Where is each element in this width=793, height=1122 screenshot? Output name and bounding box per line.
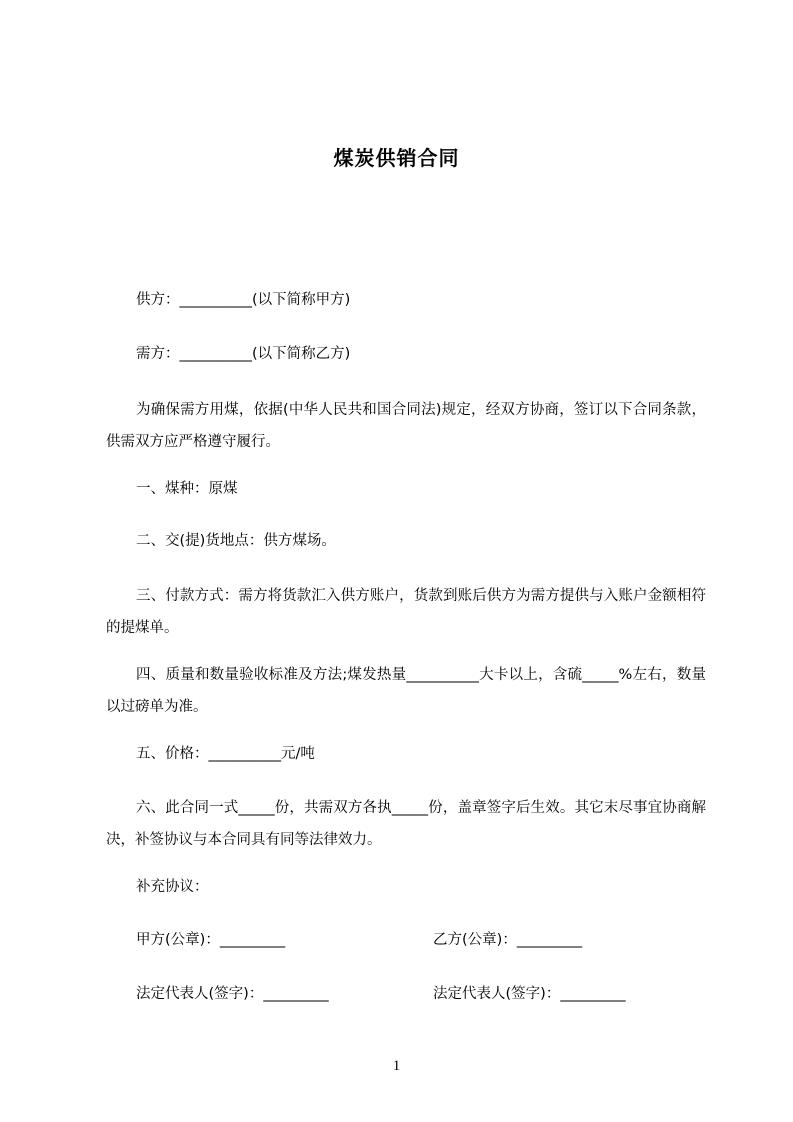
party-b-representative: 法定代表人(签字)：_________ [433,986,626,1002]
page-number: 1 [392,1058,401,1074]
party-a-seal: 甲方(公章)：_________ [136,932,286,948]
clause-copies: 六、此合同一式_____份，共需双方各执_____份，盖章签字后生效。其它末尽事宜协商解决，补签协议与本合同具有同等法律效力。 [106,800,706,848]
party-b-seal: 乙方(公章)：_________ [433,932,583,948]
clause-coal-type: 一、煤种：原煤 [136,481,238,497]
clause-payment: 三、付款方式：需方将货款汇入供方账户，货款到账后供方为需方提供与入账户金额相符的提煤单。 [106,588,706,636]
clause-delivery-location: 二、交(提)货地点：供方煤场。 [136,533,336,549]
supplier-line: 供方：__________(以下简称甲方) [136,292,351,308]
clause-price: 五、价格：__________元/吨 [136,746,315,762]
clause-quality: 四、质量和数量验收标准及方法;煤发热量__________大卡以上，含硫_____%左右，数量以过磅单为准。 [106,667,706,715]
intro-paragraph: 为确保需方用煤，依据(中华人民共和国合同法)规定，经双方协商，签订以下合同条款，供需双方应严格遵守履行。 [106,402,706,450]
supplement-label: 补充协议： [136,879,209,895]
document-title: 煤炭供销合同 [333,146,460,170]
buyer-line: 需方：__________(以下简称乙方) [136,346,351,362]
party-a-representative: 法定代表人(签字)：_________ [136,986,329,1002]
